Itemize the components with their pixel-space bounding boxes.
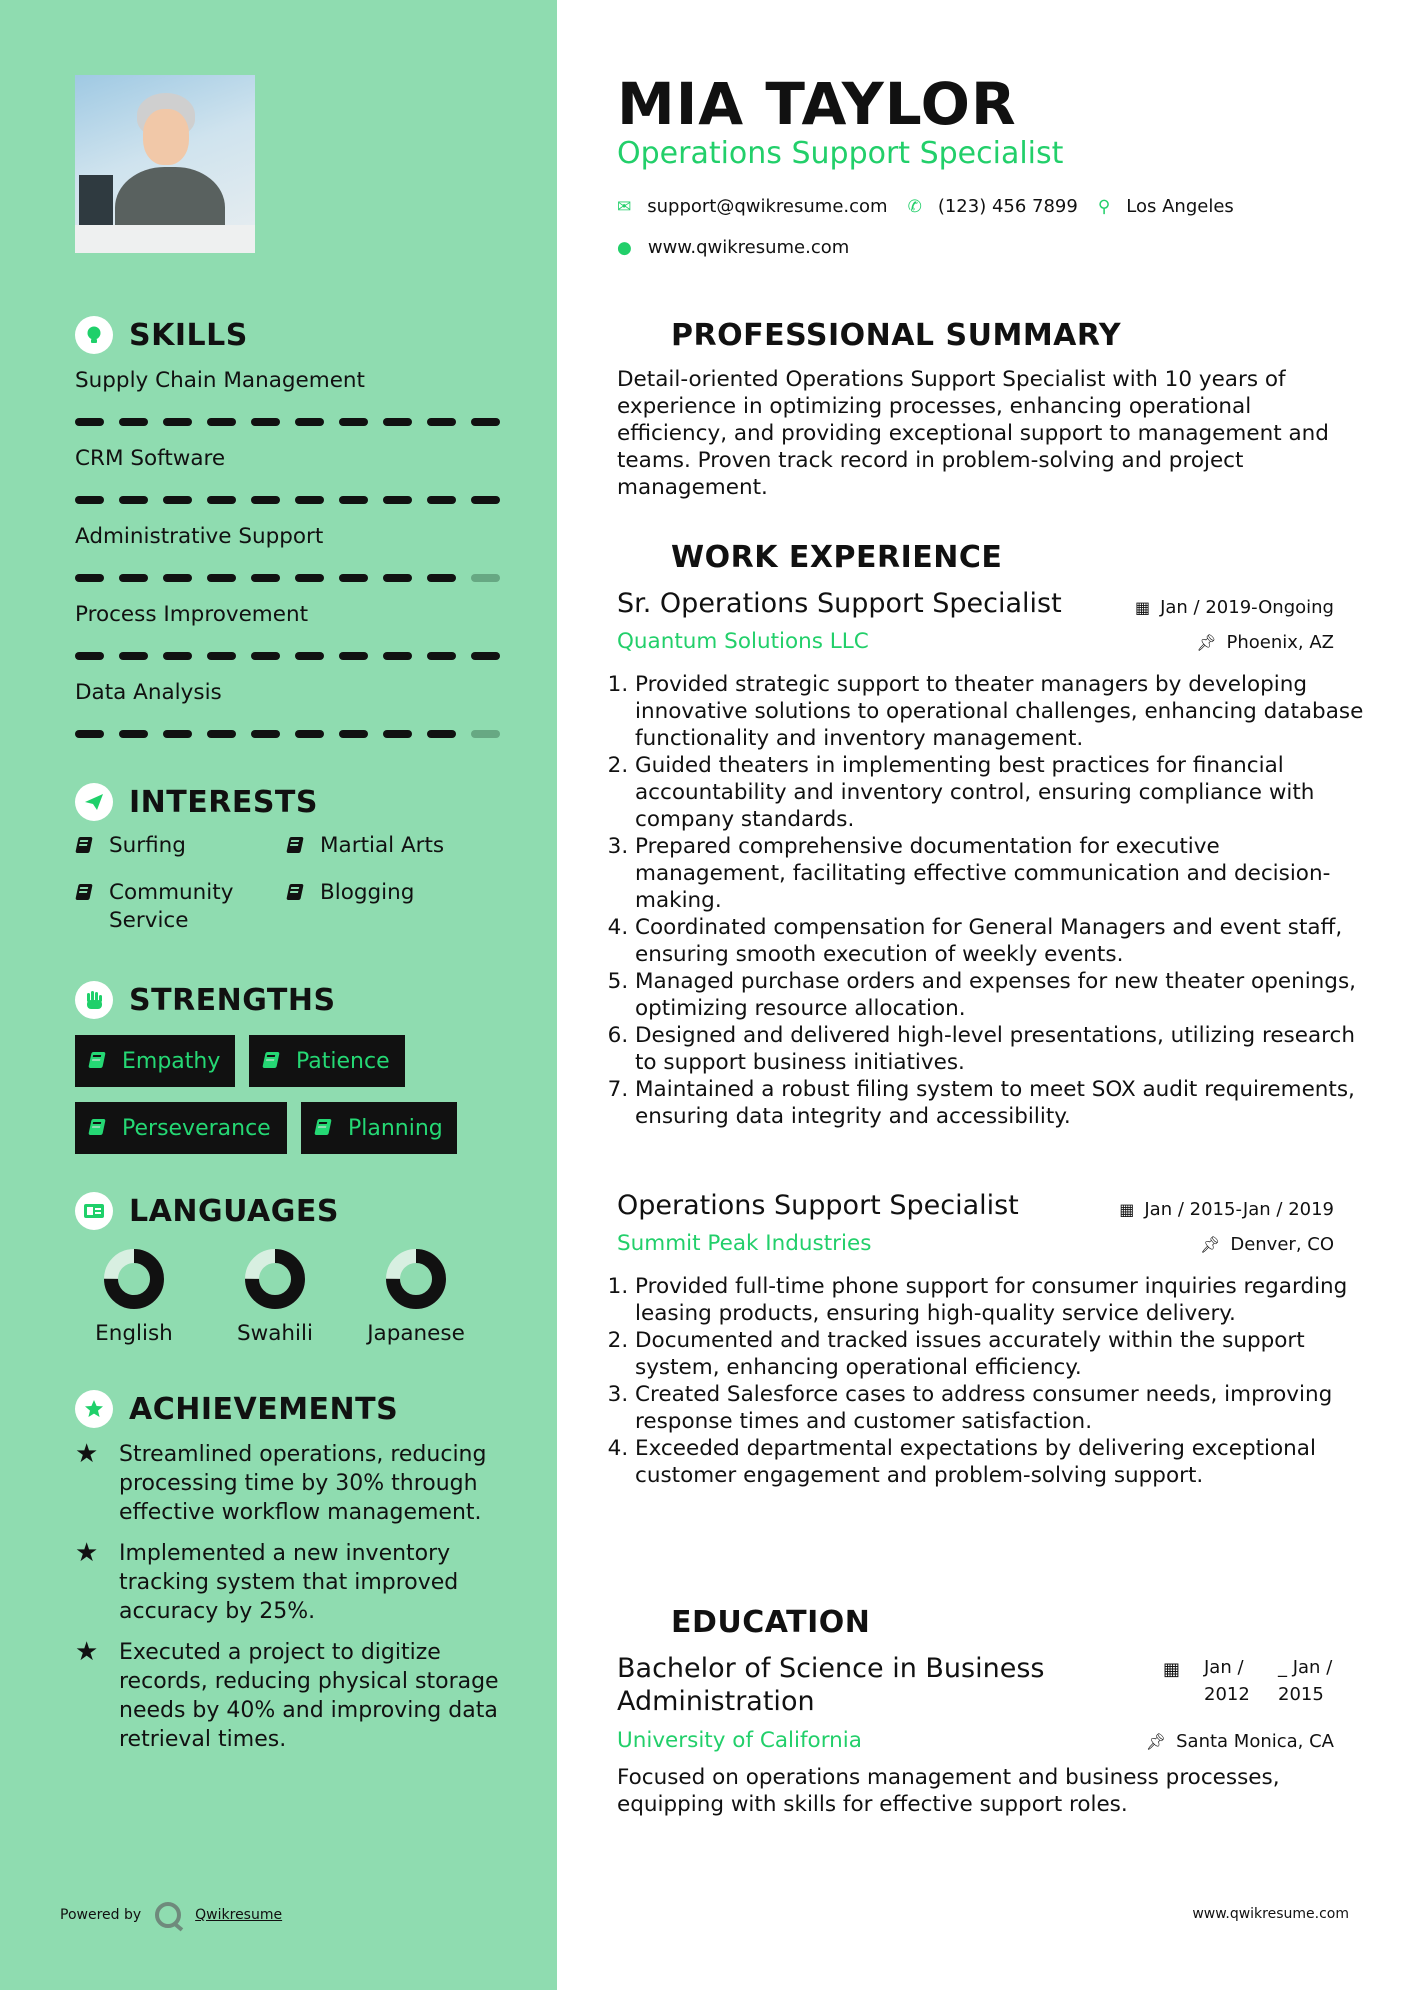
duty-item: 4. Exceeded departmental expectations by delivering exceptional customer engagement and problem-solving support. — [635, 1435, 1365, 1489]
skills-heading: SKILLS — [75, 316, 248, 354]
skill-level-segment — [427, 574, 456, 582]
email-link[interactable]: support@qwikresume.com — [647, 196, 888, 217]
strength-chip: Perseverance — [75, 1102, 287, 1154]
book-icon — [88, 1119, 108, 1137]
star-badge-icon — [75, 1390, 113, 1428]
star-icon: ★ — [75, 1637, 99, 1667]
interest-item: Surfing — [75, 832, 186, 860]
skill-level-segment — [119, 730, 148, 738]
skill-level-segment — [207, 730, 236, 738]
strength-chip: Planning — [301, 1102, 457, 1154]
language-item: English — [64, 1247, 204, 1346]
skill-level-segment — [295, 730, 324, 738]
skill-level-segment — [119, 574, 148, 582]
skill-level-segment — [207, 574, 236, 582]
job-location: 📌︎ Phoenix, AZ — [1196, 632, 1334, 653]
user-icon — [617, 316, 655, 354]
summary-text: Detail-oriented Operations Support Specialist with 10 years of experience in optimizing processes, enhancing operational efficiency, and providing exceptional support to management and teams. Proven track record in problem-solving and project management. — [617, 367, 1329, 500]
skill-level-segment — [75, 496, 104, 504]
skill-level-segment — [163, 730, 192, 738]
language-level-donut — [243, 1247, 307, 1311]
skill-level-segment — [119, 418, 148, 426]
skill-level-segment — [383, 730, 412, 738]
skill-name: Supply Chain Management — [75, 368, 365, 393]
company-name: Summit Peak Industries — [617, 1231, 872, 1256]
skill-level-segment — [75, 574, 104, 582]
education-heading: EDUCATION — [617, 1603, 870, 1641]
skill-level-segment — [471, 652, 500, 660]
skill-level-segment — [207, 652, 236, 660]
website-link[interactable]: www.qwikresume.com — [647, 237, 850, 258]
skill-level-bar — [75, 652, 500, 660]
achievement-item: ★ Streamlined operations, reducing processing time by 30% through effective workflow management. — [75, 1439, 487, 1525]
skill-level-segment — [75, 730, 104, 738]
strengths-heading: STRENGTHS — [75, 981, 336, 1019]
skill-level-segment — [295, 496, 324, 504]
job-location: 📌︎ Denver, CO — [1200, 1234, 1334, 1255]
strength-chip: Empathy — [75, 1035, 235, 1087]
book-icon — [262, 1052, 282, 1070]
skill-level-segment — [251, 652, 280, 660]
duty-item: 6. Designed and delivered high-level presentations, utilizing research to support business initiatives. — [635, 1022, 1365, 1076]
skill-level-segment — [295, 574, 324, 582]
language-level-donut — [384, 1247, 448, 1311]
job-duties-list — [608, 671, 1365, 1130]
phone-number: (123) 456 7899 — [937, 196, 1078, 217]
contact-row — [617, 196, 1254, 217]
skill-level-segment — [251, 574, 280, 582]
location-text: Los Angeles — [1126, 196, 1234, 217]
interest-item: Community Service — [75, 879, 265, 935]
school-name: University of California — [617, 1728, 862, 1753]
skill-level-segment — [339, 730, 368, 738]
language-item: Japanese — [346, 1247, 486, 1346]
duty-item: 1. Provided strategic support to theater managers by developing innovative solutions to operational challenges, enhancing database functionality and inventory management. — [635, 671, 1365, 752]
footer-website[interactable]: www.qwikresume.com — [1192, 1906, 1349, 1922]
education-dates: ▦ Jan / 2012 _ Jan / 2015 — [1162, 1657, 1333, 1705]
skill-level-segment — [339, 652, 368, 660]
skill-level-segment — [163, 652, 192, 660]
star-icon: ★ — [75, 1538, 99, 1568]
skill-level-segment — [119, 496, 148, 504]
globe-icon: ● — [617, 237, 632, 258]
candidate-name: MIA TAYLOR — [617, 70, 1017, 138]
phone-icon: ✆ — [907, 196, 922, 217]
company-name: Quantum Solutions LLC — [617, 629, 869, 654]
education-description: Focused on operations management and business processes, equipping with skills for effective support roles. — [617, 1765, 1280, 1817]
achievements-heading: ACHIEVEMENTS — [75, 1390, 398, 1428]
book-icon — [75, 837, 95, 855]
skill-level-segment — [295, 652, 324, 660]
skill-level-segment — [251, 730, 280, 738]
language-level-donut — [102, 1247, 166, 1311]
candidate-role: Operations Support Specialist — [617, 136, 1064, 171]
job-title: Operations Support Specialist — [617, 1190, 1019, 1221]
graduate-icon — [617, 1603, 655, 1641]
language-card-icon — [75, 1192, 113, 1230]
powered-by: Powered by Qwikresume — [60, 1902, 282, 1928]
skill-level-segment — [339, 496, 368, 504]
skill-level-segment — [251, 418, 280, 426]
sidebar — [0, 0, 557, 1990]
skill-level-segment — [339, 574, 368, 582]
skill-name: Process Improvement — [75, 602, 309, 627]
duty-item: 7. Maintained a robust filing system to meet SOX audit requirements, ensuring data integrity and accessibility. — [635, 1076, 1365, 1130]
skill-level-segment — [427, 730, 456, 738]
skill-level-segment — [75, 418, 104, 426]
skill-level-segment — [339, 418, 368, 426]
pin-icon: 📌︎ — [1200, 1235, 1221, 1254]
profile-photo — [75, 75, 255, 253]
language-item: Swahili — [205, 1247, 345, 1346]
duty-item: 2. Guided theaters in implementing best practices for financial accountability and inventory control, ensuring compliance with company standards. — [635, 752, 1365, 833]
qwikresume-logo-icon — [155, 1902, 181, 1928]
calendar-icon: ▦ — [1119, 1200, 1135, 1219]
skill-level-segment — [471, 730, 500, 738]
summary-heading: PROFESSIONAL SUMMARY — [617, 316, 1121, 354]
star-icon: ★ — [75, 1439, 99, 1469]
job-dates: ▦ Jan / 2019-Ongoing — [1134, 597, 1334, 618]
skill-level-bar — [75, 418, 500, 426]
skill-level-segment — [163, 418, 192, 426]
duty-item: 3. Created Salesforce cases to address consumer needs, improving response times and customer satisfaction. — [635, 1381, 1365, 1435]
skill-name: CRM Software — [75, 446, 226, 471]
duty-item: 4. Coordinated compensation for General Managers and event staff, ensuring smooth execution of weekly events. — [635, 914, 1365, 968]
degree-title: Bachelor of Science in Business Administration — [617, 1653, 1045, 1717]
contact-row — [617, 237, 869, 258]
calendar-icon: ▦ — [1162, 1659, 1180, 1680]
book-icon — [286, 884, 306, 902]
job-title: Sr. Operations Support Specialist — [617, 588, 1062, 619]
book-icon — [88, 1052, 108, 1070]
office-chair-icon — [617, 538, 655, 576]
interests-heading: INTERESTS — [75, 783, 318, 821]
book-icon — [75, 884, 95, 902]
strength-chip: Patience — [249, 1035, 405, 1087]
skill-level-bar — [75, 496, 500, 504]
duty-item: 2. Documented and tracked issues accurately within the support system, enhancing operational efficiency. — [635, 1327, 1365, 1381]
skill-level-segment — [119, 652, 148, 660]
education-location: 📌︎ Santa Monica, CA — [1145, 1731, 1334, 1752]
skill-name: Administrative Support — [75, 524, 324, 549]
skill-level-segment — [251, 496, 280, 504]
skill-level-segment — [383, 574, 412, 582]
book-icon — [286, 837, 306, 855]
skill-level-segment — [471, 418, 500, 426]
calendar-icon: ▦ — [1134, 598, 1151, 617]
skill-level-segment — [471, 574, 500, 582]
skill-level-segment — [207, 418, 236, 426]
achievement-item: ★ Executed a project to digitize records, reducing physical storage needs by 40% and improving data retrieval times. — [75, 1637, 499, 1752]
skill-level-segment — [383, 496, 412, 504]
skill-level-segment — [207, 496, 236, 504]
skill-level-segment — [427, 418, 456, 426]
interest-item: Blogging — [286, 879, 414, 907]
skill-level-bar — [75, 730, 500, 738]
pin-icon: 📌︎ — [1145, 1732, 1167, 1751]
duty-item: 3. Prepared comprehensive documentation for executive management, facilitating effective communication and decision-making. — [635, 833, 1365, 914]
experience-heading: WORK EXPERIENCE — [617, 538, 1002, 576]
skill-level-segment — [75, 652, 104, 660]
lightbulb-icon — [75, 316, 113, 354]
skill-level-segment — [383, 418, 412, 426]
pin-icon: 📌︎ — [1196, 633, 1217, 652]
languages-heading: LANGUAGES — [75, 1192, 339, 1230]
skill-level-segment — [427, 652, 456, 660]
skill-level-segment — [295, 418, 324, 426]
skill-level-segment — [163, 496, 192, 504]
book-icon — [314, 1119, 334, 1137]
envelope-icon: ✉ — [617, 196, 632, 217]
skill-level-segment — [383, 652, 412, 660]
skill-level-segment — [471, 496, 500, 504]
duty-item: 5. Managed purchase orders and expenses for new theater openings, optimizing resource allocation. — [635, 968, 1365, 1022]
map-pin-icon: ⚲ — [1097, 196, 1111, 217]
skill-name: Data Analysis — [75, 680, 222, 705]
achievement-item: ★ Implemented a new inventory tracking system that improved accuracy by 25%. — [75, 1538, 459, 1624]
job-duties-list — [608, 1273, 1365, 1489]
skill-level-bar — [75, 574, 500, 582]
skill-level-segment — [427, 496, 456, 504]
skill-level-segment — [163, 574, 192, 582]
job-dates: ▦ Jan / 2015-Jan / 2019 — [1119, 1199, 1334, 1220]
qwikresume-link[interactable]: Qwikresume — [195, 1907, 283, 1923]
duty-item: 1. Provided full-time phone support for consumer inquiries regarding leasing products, ensuring high-quality service delivery. — [635, 1273, 1365, 1327]
paper-plane-icon — [75, 783, 113, 821]
hand-icon — [75, 981, 113, 1019]
interest-item: Martial Arts — [286, 832, 444, 860]
